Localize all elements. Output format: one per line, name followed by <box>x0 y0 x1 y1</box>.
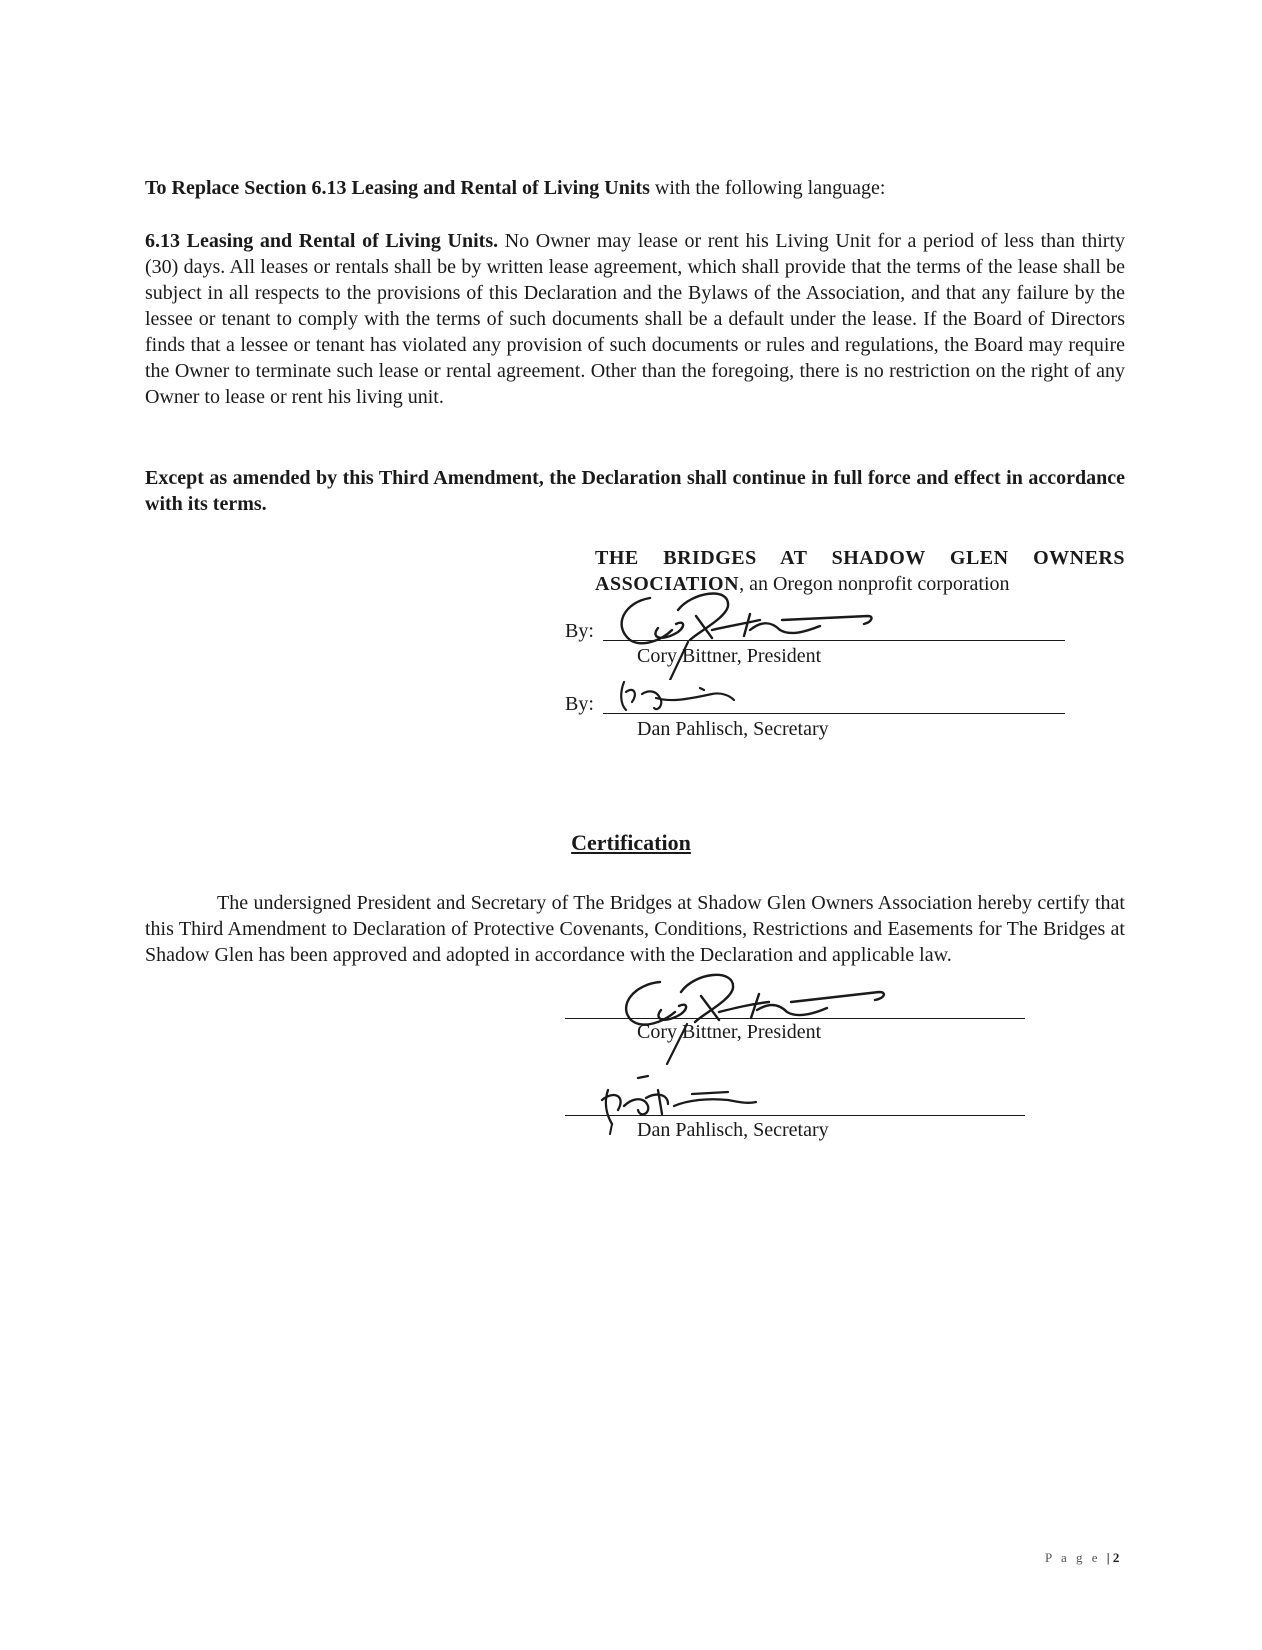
section-body: No Owner may lease or rent his Living Unit for a period of less than thirty (30) days. All leases or rentals shall be by written lease agreement, which shall provide that the terms of the lease shall be subject in all respects to the provisions of this Declaration and the Bylaws of the Association, and that any failure by the lessee or tenant to comply with the terms of such documents shall be a default under the lease. If the Board of Directors finds that a lessee or tenant has violated any provision of such documents or rules and regulations, the Board may require the Owner to terminate such lease or rental agreement. Other than the foregoing, there is no restriction on the right of any Owner to lease or rent his living unit. <box>145 230 1125 408</box>
handwritten-signature-icon <box>605 960 905 1065</box>
amendment-intro <box>145 175 1125 201</box>
cert-president-caption: Cory Bittner, President <box>637 1021 822 1043</box>
association-name-line2: ASSOCIATION <box>595 573 740 595</box>
association-descriptor: , an Oregon nonprofit corporation <box>739 573 1010 595</box>
secretary-caption: Dan Pahlisch, Secretary <box>637 718 829 740</box>
certification-body: The undersigned President and Secretary of The Bridges at Shadow Glen Owners Association hereby certify that this Third Amendment to Declaration of Protective Covenants, Conditions, Restrictions and Easements for The Bridges at Shadow Glen has been approved and adopted in accordance with the Declaration and applicable law. <box>145 892 1125 966</box>
intro-suffix: with the following language: <box>649 177 886 199</box>
cert-secretary-caption: Dan Pahlisch, Secretary <box>637 1119 829 1141</box>
page-number <box>1045 1550 1119 1566</box>
cert-president-signature <box>605 960 905 1065</box>
certification-title-text: Certification <box>571 830 691 855</box>
page-label: P a g e <box>1045 1550 1101 1565</box>
section-heading: 6.13 Leasing and Rental of Living Units. <box>145 230 499 252</box>
by-label-secretary: By: <box>565 693 594 715</box>
except-clause: Except as amended by this Third Amendment, the Declaration shall continue in full force and effect in accordance with its terms. <box>145 467 1125 515</box>
page-number-value: | 2 <box>1106 1550 1120 1565</box>
association-name-line1: THE BRIDGES AT SHADOW GLEN OWNERS <box>595 547 1125 569</box>
president-caption: Cory Bittner, President <box>637 645 822 667</box>
section-6-13 <box>145 228 1125 410</box>
secretary-signature <box>612 672 752 722</box>
certification-title <box>0 830 1262 856</box>
handwritten-signature-icon <box>612 672 752 722</box>
intro-section-reference: To Replace Section 6.13 Leasing and Rental of Living Units <box>145 177 650 199</box>
by-label-president: By: <box>565 620 594 642</box>
